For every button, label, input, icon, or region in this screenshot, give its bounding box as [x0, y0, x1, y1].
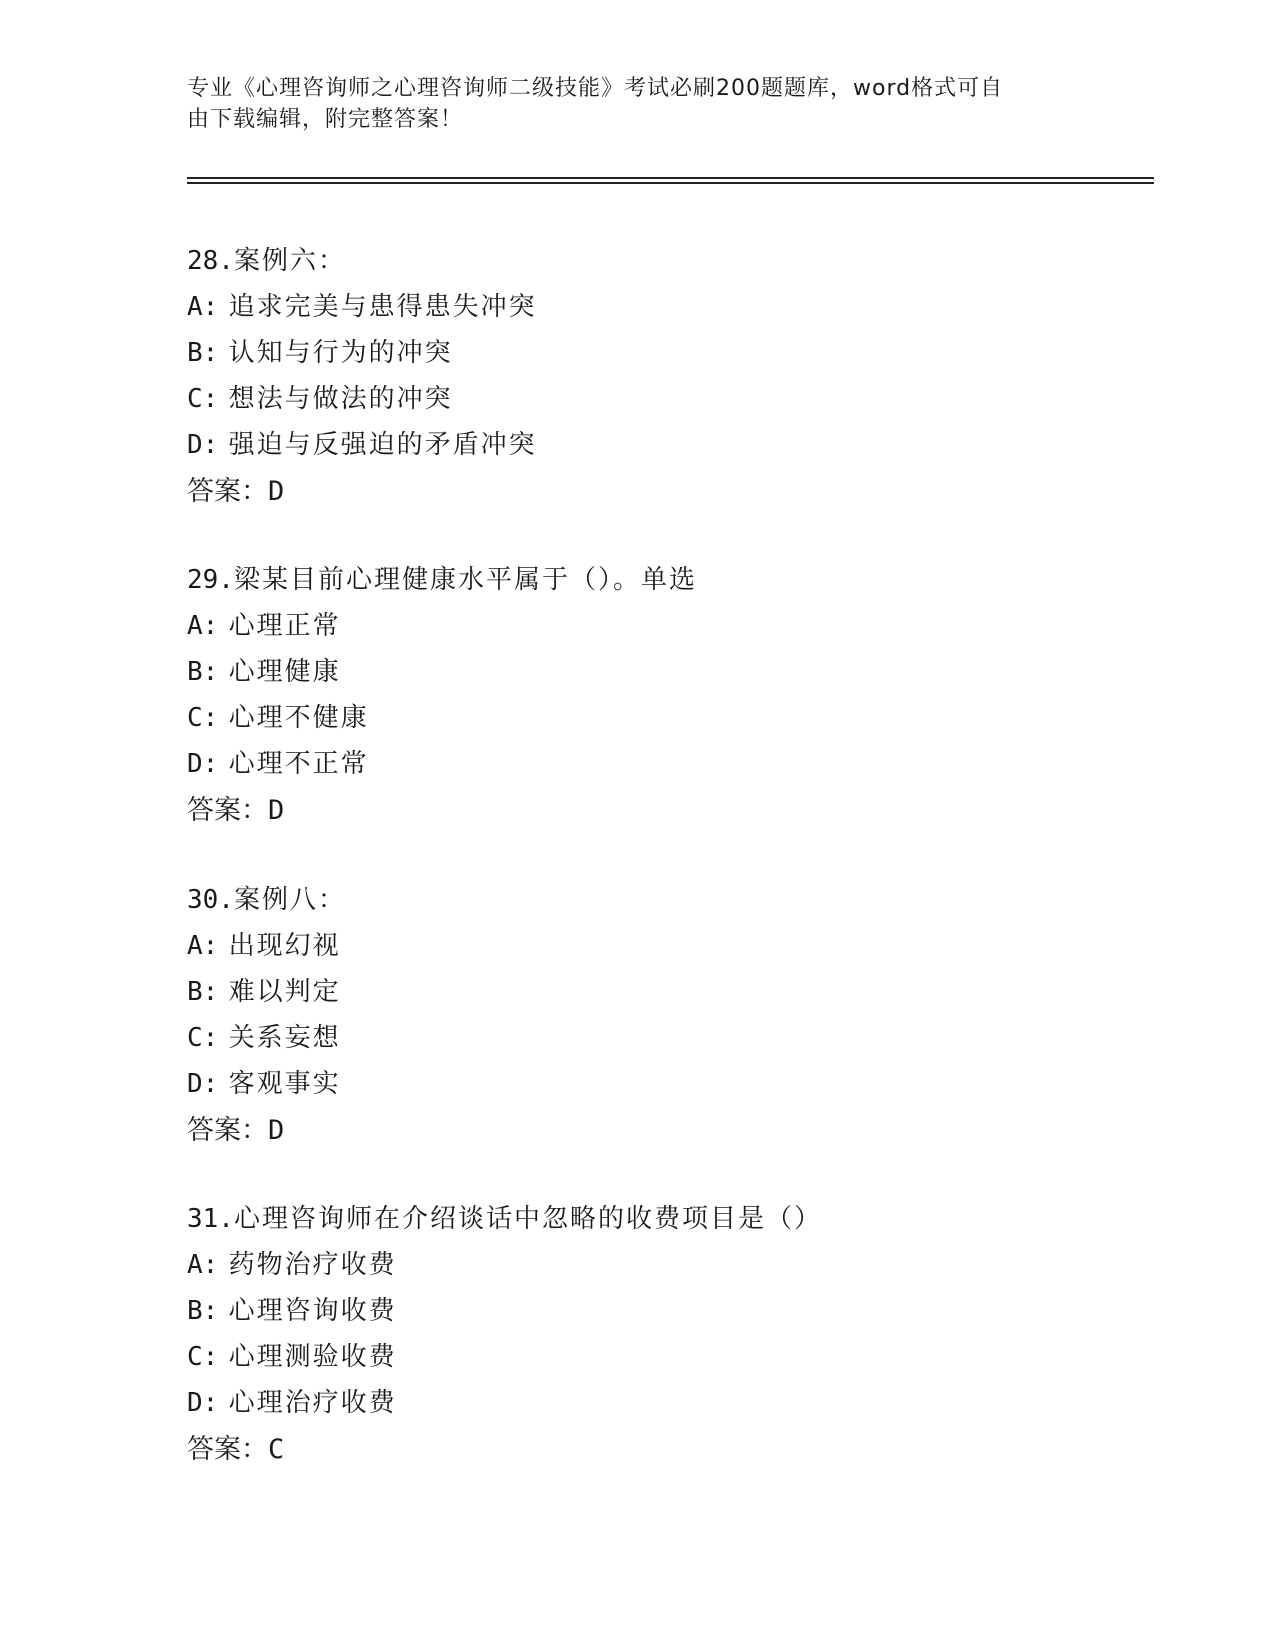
answer-line — [187, 787, 1087, 833]
option-text: 客观事实 — [228, 1069, 341, 1099]
question-number: 30. — [187, 885, 234, 915]
answer-value: D — [268, 795, 285, 826]
option-letter: A: — [187, 931, 219, 961]
option-b — [187, 330, 1087, 376]
option-d — [187, 1380, 1087, 1426]
question-number: 31. — [187, 1204, 234, 1234]
option-text: 追求完美与患得患失冲突 — [228, 292, 537, 322]
option-a — [187, 603, 1087, 649]
option-text: 认知与行为的冲突 — [228, 338, 453, 368]
answer-label: 答案： — [187, 1115, 268, 1145]
question-30 — [187, 877, 1087, 1153]
option-c — [187, 695, 1087, 741]
option-letter: B: — [187, 657, 219, 687]
question-stem — [187, 877, 1087, 923]
answer-value: C — [268, 1434, 285, 1465]
answer-line — [187, 1107, 1087, 1153]
option-text: 心理不健康 — [228, 703, 369, 733]
option-letter: B: — [187, 1296, 219, 1326]
option-text: 心理健康 — [228, 657, 341, 687]
option-text: 出现幻视 — [228, 931, 341, 961]
header-divider-bottom — [187, 182, 1154, 184]
header-line-1: 专业《心理咨询师之心理咨询师二级技能》考试必刷200题题库，word格式可自 — [187, 76, 1004, 101]
header-divider-top — [187, 177, 1154, 179]
option-text: 想法与做法的冲突 — [228, 384, 453, 414]
option-letter: B: — [187, 977, 219, 1007]
answer-line — [187, 468, 1087, 514]
option-b — [187, 969, 1087, 1015]
question-29 — [187, 557, 1087, 833]
option-letter: A: — [187, 611, 219, 641]
option-d — [187, 422, 1087, 468]
question-28 — [187, 238, 1087, 514]
option-a — [187, 1242, 1087, 1288]
option-d — [187, 1061, 1087, 1107]
question-text: 案例八： — [233, 885, 346, 915]
answer-value: D — [268, 476, 285, 507]
option-text: 心理治疗收费 — [228, 1388, 397, 1418]
question-number: 29. — [187, 565, 234, 595]
question-stem — [187, 1196, 1087, 1242]
option-d — [187, 741, 1087, 787]
question-number: 28. — [187, 246, 234, 276]
option-a — [187, 284, 1087, 330]
option-letter: C: — [187, 703, 219, 733]
question-31 — [187, 1196, 1087, 1472]
option-text: 心理咨询收费 — [228, 1296, 397, 1326]
option-b — [187, 1288, 1087, 1334]
option-letter: A: — [187, 1250, 219, 1280]
option-letter: A: — [187, 292, 219, 322]
question-stem — [187, 557, 1087, 603]
option-letter: D: — [187, 1388, 219, 1418]
option-letter: D: — [187, 1069, 219, 1099]
option-a — [187, 923, 1087, 969]
option-text: 心理测验收费 — [228, 1342, 397, 1372]
option-text: 强迫与反强迫的矛盾冲突 — [228, 430, 537, 460]
answer-label: 答案： — [187, 795, 268, 825]
question-text: 案例六： — [233, 246, 346, 276]
option-letter: D: — [187, 430, 219, 460]
option-letter: D: — [187, 749, 219, 779]
option-c — [187, 1334, 1087, 1380]
answer-value: D — [268, 1115, 285, 1146]
option-text: 心理正常 — [228, 611, 341, 641]
option-letter: B: — [187, 338, 219, 368]
option-c — [187, 376, 1087, 422]
header-line-2: 由下载编辑，附完整答案！ — [187, 107, 464, 132]
document-header — [187, 73, 1067, 135]
question-stem — [187, 238, 1087, 284]
answer-label: 答案： — [187, 476, 268, 506]
option-letter: C: — [187, 384, 219, 414]
option-text: 心理不正常 — [228, 749, 369, 779]
question-text: 心理咨询师在介绍谈话中忽略的收费项目是（） — [233, 1204, 822, 1234]
question-text: 梁某目前心理健康水平属于（）。单选 — [233, 565, 697, 595]
option-b — [187, 649, 1087, 695]
answer-line — [187, 1426, 1087, 1472]
option-text: 难以判定 — [228, 977, 341, 1007]
option-letter: C: — [187, 1023, 219, 1053]
option-text: 药物治疗收费 — [228, 1250, 397, 1280]
option-c — [187, 1015, 1087, 1061]
option-letter: C: — [187, 1342, 219, 1372]
option-text: 关系妄想 — [228, 1023, 341, 1053]
answer-label: 答案： — [187, 1434, 268, 1464]
